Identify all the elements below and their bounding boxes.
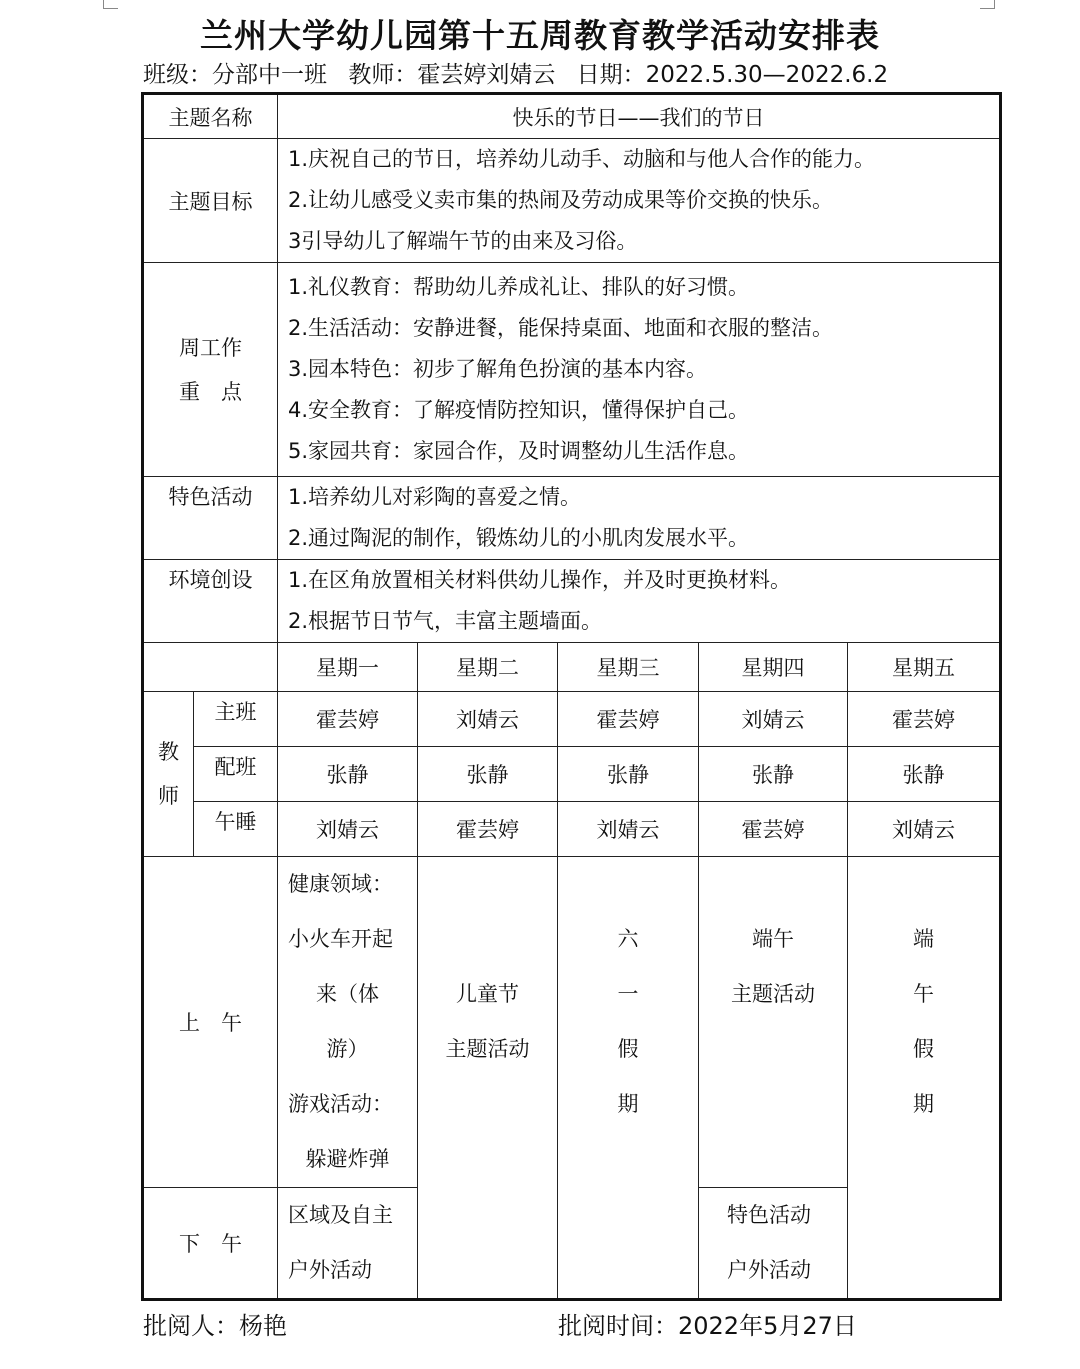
goals-list <box>278 139 1001 263</box>
teacher-name: 霍芸婷 <box>418 802 558 857</box>
morning-mon-line: 小火车开起 <box>288 927 393 951</box>
teacher-row-nap <box>143 802 1001 857</box>
teacher-name: 刘婧云 <box>558 802 699 857</box>
schedule-table <box>141 92 1002 1301</box>
wed-holiday-char: 一 <box>617 982 639 1006</box>
teacher-name: 刘婧云 <box>699 692 848 747</box>
goals-row <box>143 139 1001 263</box>
wed-holiday <box>558 857 699 1300</box>
review-time: 批阅时间：2022年5月27日 <box>558 1312 857 1340</box>
morning-mon-line: 游戏活动： <box>288 1092 393 1116</box>
wed-holiday-char: 期 <box>617 1092 639 1116</box>
focus-item: 5.家园共育：家园合作，及时调整幼儿生活作息。 <box>288 439 750 463</box>
day-header: 星期二 <box>418 643 558 692</box>
morning-mon-line: 游） <box>326 1037 369 1061</box>
environment-list <box>278 560 1001 643</box>
morning-label: 上 午 <box>143 857 278 1188</box>
focus-row <box>143 263 1001 477</box>
day-header: 星期四 <box>699 643 848 692</box>
day-header: 星期一 <box>278 643 418 692</box>
teacher-name: 刘婧云 <box>418 692 558 747</box>
fri-holiday-char: 午 <box>913 982 934 1006</box>
teacher-name: 张静 <box>848 747 1001 802</box>
focus-item: 3.园本特色：初步了解角色扮演的基本内容。 <box>288 357 708 381</box>
morning-mon-line: 健康领域： <box>288 872 393 896</box>
focus-item: 1.礼仪教育：帮助幼儿养成礼让、排队的好习惯。 <box>288 275 750 299</box>
focus-item: 2.生活活动：安静进餐，能保持桌面、地面和衣服的整洁。 <box>288 316 834 340</box>
day-header: 星期五 <box>848 643 1001 692</box>
environment-row <box>143 560 1001 643</box>
special-list <box>278 477 1001 560</box>
morning-mon <box>278 857 418 1188</box>
afternoon-mon-line: 区域及自主 <box>288 1203 393 1227</box>
environment-item: 1.在区角放置相关材料供幼儿操作，并及时更换材料。 <box>288 568 792 592</box>
days-header-row <box>143 643 1001 692</box>
theme-value: 快乐的节日——我们的节日 <box>278 94 1001 139</box>
afternoon-mon-line: 户外活动 <box>288 1258 372 1282</box>
day-header: 星期三 <box>558 643 699 692</box>
special-item: 2.通过陶泥的制作，锻炼幼儿的小肌肉发展水平。 <box>288 526 750 550</box>
fri-holiday-char: 假 <box>913 1037 934 1061</box>
subtitle <box>143 56 902 89</box>
crop-mark-left <box>103 0 118 9</box>
focus-list <box>278 263 1001 477</box>
tue-activity <box>418 857 558 1300</box>
afternoon-thu <box>699 1188 848 1300</box>
environment-item: 2.根据节日节气，丰富主题墙面。 <box>288 609 603 633</box>
teacher-info: 教师：霍芸婷刘婧云 <box>348 62 556 88</box>
goals-label: 主题目标 <box>143 139 278 263</box>
teacher-name: 霍芸婷 <box>699 802 848 857</box>
teacher-name: 刘婧云 <box>848 802 1001 857</box>
thu-activity <box>699 857 848 1188</box>
special-item: 1.培养幼儿对彩陶的喜爱之情。 <box>288 485 582 509</box>
special-row <box>143 477 1001 560</box>
focus-item: 4.安全教育：了解疫情防控知识，懂得保护自己。 <box>288 398 750 422</box>
afternoon-thu-line: 特色活动 <box>727 1203 811 1227</box>
fri-holiday-char: 期 <box>913 1092 934 1116</box>
wed-holiday-char: 六 <box>617 927 639 951</box>
afternoon-thu-line: 户外活动 <box>727 1258 811 1282</box>
fri-holiday-char: 端 <box>913 927 934 951</box>
teacher-name: 霍芸婷 <box>558 692 699 747</box>
teacher-row-main <box>143 692 1001 747</box>
date-info: 日期：2022.5.30—2022.6.2 <box>576 62 889 88</box>
morning-mon-line: 躲避炸弹 <box>305 1147 390 1171</box>
goal-item: 1.庆祝自己的节日，培养幼儿动手、动脑和与他人合作的能力。 <box>288 147 876 171</box>
teacher-name: 霍芸婷 <box>848 692 1001 747</box>
focus-label-line1: 周工作 <box>179 335 242 360</box>
tue-activity-line: 儿童节 <box>456 982 519 1006</box>
reviewer: 批阅人：杨艳 <box>143 1312 287 1340</box>
afternoon-mon <box>278 1188 418 1300</box>
role-label: 主班 <box>194 692 278 747</box>
thu-activity-line: 主题活动 <box>731 982 815 1006</box>
focus-label <box>143 263 278 477</box>
page-title: 兰州大学幼儿园第十五周教育教学活动安排表 <box>200 16 880 55</box>
theme-row <box>143 94 1001 139</box>
teacher-group-label-2: 师 <box>158 784 179 808</box>
theme-label: 主题名称 <box>143 94 278 139</box>
environment-label: 环境创设 <box>143 560 278 643</box>
focus-label-line2: 重 点 <box>179 379 242 404</box>
class-info: 班级：分部中一班 <box>143 62 327 88</box>
teacher-group-label-1: 教 <box>158 740 179 764</box>
morning-row <box>143 857 1001 1188</box>
teacher-group-label <box>143 692 194 857</box>
goal-item: 3引导幼儿了解端午节的由来及习俗。 <box>288 229 638 253</box>
morning-mon-line: 来（体 <box>316 982 379 1006</box>
teacher-name: 刘婧云 <box>278 802 418 857</box>
role-label: 配班 <box>194 747 278 802</box>
role-label: 午睡 <box>194 802 278 857</box>
tue-activity-line: 主题活动 <box>445 1037 530 1061</box>
fri-holiday <box>848 857 1001 1300</box>
afternoon-label: 下 午 <box>143 1188 278 1300</box>
crop-mark-right <box>980 0 995 9</box>
days-header-blank <box>143 643 278 692</box>
teacher-name: 霍芸婷 <box>278 692 418 747</box>
teacher-name: 张静 <box>699 747 848 802</box>
goal-item: 2.让幼儿感受义卖市集的热闹及劳动成果等价交换的快乐。 <box>288 188 834 212</box>
teacher-row-assist <box>143 747 1001 802</box>
special-label: 特色活动 <box>143 477 278 560</box>
teacher-name: 张静 <box>418 747 558 802</box>
wed-holiday-char: 假 <box>617 1037 639 1061</box>
teacher-name: 张静 <box>278 747 418 802</box>
teacher-name: 张静 <box>558 747 699 802</box>
thu-activity-line: 端午 <box>752 927 794 951</box>
